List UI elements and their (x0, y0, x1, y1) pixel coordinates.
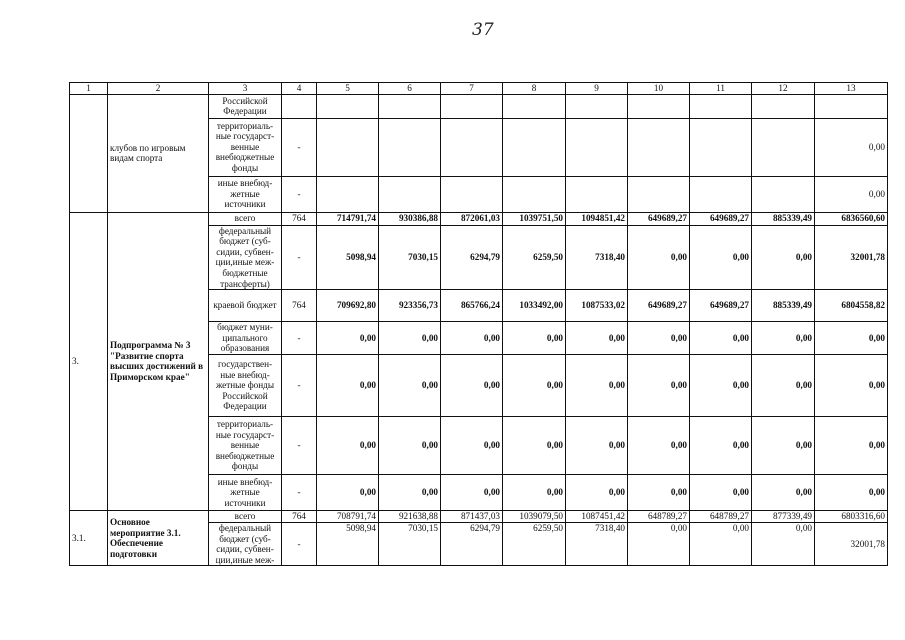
value-cell: 0,00 (317, 322, 379, 355)
code-cell: - (282, 474, 317, 510)
value-cell: 0,00 (503, 416, 566, 474)
value-cell: 923356,73 (379, 290, 441, 322)
value-cell: 1039751,50 (503, 212, 566, 225)
value-cell: 6803316,60 (815, 510, 888, 522)
value-cell: 0,00 (379, 474, 441, 510)
row-number: 3.1. (70, 510, 108, 565)
value-cell (566, 118, 628, 176)
col-header: 13 (815, 83, 888, 95)
value-cell (503, 176, 566, 212)
value-cell (690, 176, 752, 212)
value-cell: 0,00 (690, 416, 752, 474)
value-cell: 5098,94 (317, 522, 379, 565)
value-cell: 0,00 (441, 354, 503, 416)
value-cell: 0,00 (379, 322, 441, 355)
col-header: 8 (503, 83, 566, 95)
value-cell (752, 176, 815, 212)
value-cell (628, 176, 690, 212)
value-cell: 649689,27 (690, 212, 752, 225)
value-cell (628, 94, 690, 118)
value-cell: 0,00 (317, 474, 379, 510)
table-row (70, 94, 888, 118)
value-cell (690, 118, 752, 176)
value-cell: 0,00 (566, 474, 628, 510)
value-cell: 0,00 (815, 416, 888, 474)
value-cell (379, 118, 441, 176)
value-cell: 0,00 (752, 354, 815, 416)
value-cell: 0,00 (752, 416, 815, 474)
value-cell: 32001,78 (815, 522, 888, 565)
value-cell: 0,00 (628, 322, 690, 355)
value-cell (503, 94, 566, 118)
col-header: 2 (108, 83, 209, 95)
value-cell: 7318,40 (566, 225, 628, 290)
code-cell (282, 94, 317, 118)
value-cell (379, 176, 441, 212)
value-cell: 877339,49 (752, 510, 815, 522)
code-cell: - (282, 416, 317, 474)
value-cell: 0,00 (566, 416, 628, 474)
value-cell: 6294,79 (441, 522, 503, 565)
code-cell: - (282, 225, 317, 290)
value-cell (752, 118, 815, 176)
value-cell: 885339,49 (752, 290, 815, 322)
header-row (70, 83, 888, 95)
value-cell: 5098,94 (317, 225, 379, 290)
value-cell: 0,00 (628, 522, 690, 565)
value-cell: 6259,50 (503, 522, 566, 565)
value-cell: 0,00 (752, 225, 815, 290)
funding-source: Российской Федерации (209, 94, 282, 118)
col-header: 12 (752, 83, 815, 95)
value-cell: 921638,88 (379, 510, 441, 522)
funding-source: государствен-ные внебюд-жетные фонды Российской Федерации (209, 354, 282, 416)
value-cell (752, 94, 815, 118)
value-cell: 0,00 (379, 354, 441, 416)
col-header: 5 (317, 83, 379, 95)
value-cell: 1094851,42 (566, 212, 628, 225)
value-cell: 0,00 (815, 118, 888, 176)
value-cell: 7030,15 (379, 522, 441, 565)
program-name: Основное мероприятие 3.1. Обеспечение подготовки (108, 510, 209, 565)
value-cell: 7318,40 (566, 522, 628, 565)
value-cell: 0,00 (690, 474, 752, 510)
value-cell: 0,00 (379, 416, 441, 474)
funding-source: федеральный бюджет (суб-сидии, субвен-ции,иные меж-бюджетные трансферты) (209, 225, 282, 290)
value-cell: 865766,24 (441, 290, 503, 322)
code-cell: - (282, 118, 317, 176)
value-cell: 0,00 (815, 474, 888, 510)
value-cell (628, 118, 690, 176)
value-cell: 7030,15 (379, 225, 441, 290)
funding-source: иные внебюд-жетные источники (209, 176, 282, 212)
value-cell (317, 118, 379, 176)
row-number (70, 94, 108, 212)
value-cell: 649689,27 (628, 290, 690, 322)
value-cell: 930386,88 (379, 212, 441, 225)
value-cell (566, 176, 628, 212)
value-cell: 0,00 (690, 522, 752, 565)
col-header: 10 (628, 83, 690, 95)
value-cell: 32001,78 (815, 225, 888, 290)
value-cell: 0,00 (503, 322, 566, 355)
value-cell: 0,00 (752, 522, 815, 565)
code-cell: - (282, 322, 317, 355)
value-cell: 0,00 (752, 322, 815, 355)
funding-source: всего (209, 510, 282, 522)
value-cell: 648789,27 (628, 510, 690, 522)
funding-source: территориаль-ные государст-венные внебюджетные фонды (209, 416, 282, 474)
value-cell: 0,00 (628, 225, 690, 290)
funding-source: краевой бюджет (209, 290, 282, 322)
col-header: 7 (441, 83, 503, 95)
table-row (70, 510, 888, 522)
col-header: 3 (209, 83, 282, 95)
value-cell: 1033492,00 (503, 290, 566, 322)
value-cell: 0,00 (441, 416, 503, 474)
col-header: 9 (566, 83, 628, 95)
code-cell: - (282, 354, 317, 416)
value-cell (441, 118, 503, 176)
program-name: клубов по игровым видам спорта (108, 94, 209, 212)
value-cell: 0,00 (815, 176, 888, 212)
value-cell: 708791,74 (317, 510, 379, 522)
value-cell (441, 176, 503, 212)
code-cell: - (282, 176, 317, 212)
value-cell: 885339,49 (752, 212, 815, 225)
value-cell: 0,00 (690, 322, 752, 355)
value-cell: 0,00 (317, 416, 379, 474)
value-cell: 649689,27 (690, 290, 752, 322)
value-cell: 1087533,02 (566, 290, 628, 322)
value-cell: 714791,74 (317, 212, 379, 225)
value-cell: 872061,03 (441, 212, 503, 225)
code-cell: 764 (282, 212, 317, 225)
value-cell: 1039079,50 (503, 510, 566, 522)
value-cell: 0,00 (441, 322, 503, 355)
funding-source: всего (209, 212, 282, 225)
value-cell: 0,00 (503, 354, 566, 416)
col-header: 4 (282, 83, 317, 95)
value-cell (566, 94, 628, 118)
value-cell (317, 176, 379, 212)
value-cell (317, 94, 379, 118)
funding-source: иные внебюд-жетные источники (209, 474, 282, 510)
code-cell: - (282, 522, 317, 565)
value-cell: 0,00 (503, 474, 566, 510)
code-cell: 764 (282, 290, 317, 322)
col-header: 1 (70, 83, 108, 95)
budget-table (69, 82, 888, 566)
value-cell: 0,00 (441, 474, 503, 510)
value-cell: 0,00 (566, 354, 628, 416)
value-cell: 6836560,60 (815, 212, 888, 225)
value-cell: 0,00 (628, 354, 690, 416)
program-name: Подпрограмма № 3 "Развитие спорта высших достижений в Приморском крае" (108, 212, 209, 510)
value-cell: 0,00 (628, 474, 690, 510)
value-cell: 0,00 (566, 322, 628, 355)
value-cell: 0,00 (628, 416, 690, 474)
value-cell: 709692,80 (317, 290, 379, 322)
col-header: 6 (379, 83, 441, 95)
value-cell: 6804558,82 (815, 290, 888, 322)
col-header: 11 (690, 83, 752, 95)
funding-source: территориаль-ные государст-венные внебюджетные фонды (209, 118, 282, 176)
value-cell: 0,00 (690, 225, 752, 290)
value-cell (503, 118, 566, 176)
value-cell: 0,00 (815, 322, 888, 355)
value-cell: 0,00 (317, 354, 379, 416)
value-cell: 0,00 (752, 474, 815, 510)
table-row (70, 212, 888, 225)
value-cell (690, 94, 752, 118)
funding-source: федеральный бюджет (суб-сидии, субвен-ции,иные меж- (209, 522, 282, 565)
funding-source: бюджет муни-ципального образования (209, 322, 282, 355)
value-cell: 1087451,42 (566, 510, 628, 522)
value-cell: 871437,03 (441, 510, 503, 522)
value-cell: 0,00 (690, 354, 752, 416)
value-cell: 6294,79 (441, 225, 503, 290)
value-cell: 0,00 (815, 354, 888, 416)
value-cell (441, 94, 503, 118)
value-cell: 6259,50 (503, 225, 566, 290)
row-number: 3. (70, 212, 108, 510)
value-cell (379, 94, 441, 118)
value-cell (815, 94, 888, 118)
code-cell: 764 (282, 510, 317, 522)
page-number: 37 (472, 20, 494, 40)
value-cell: 649689,27 (628, 212, 690, 225)
value-cell: 648789,27 (690, 510, 752, 522)
